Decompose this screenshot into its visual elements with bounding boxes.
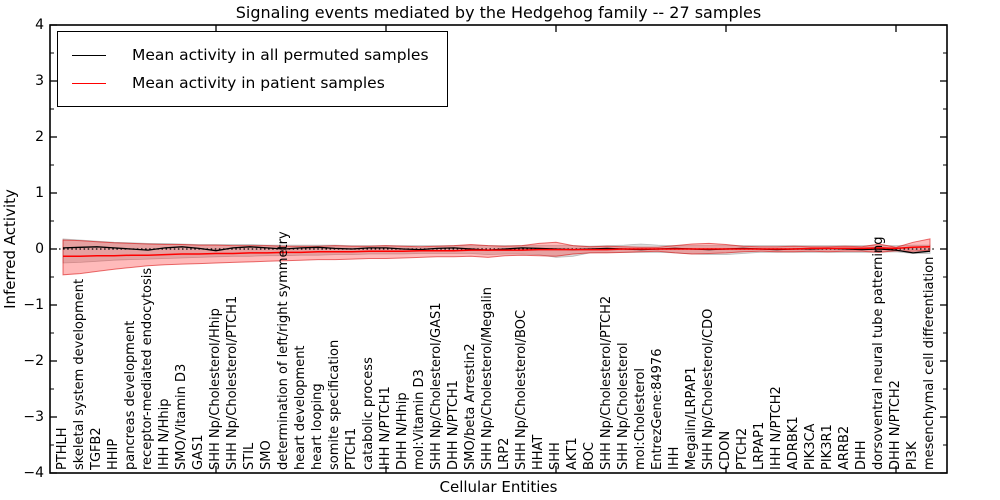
x-tick-label: SHH Np/Cholesterol/PTCH1 <box>225 295 240 470</box>
y-tick-label: 1 <box>35 185 44 201</box>
x-tick-label: mol:Cholesterol <box>633 368 648 470</box>
x-tick-label: receptor-mediated endocytosis <box>140 267 155 470</box>
x-tick-label: GAS1 <box>191 434 206 470</box>
x-tick-label: DHH N/Hhip <box>395 392 410 470</box>
legend-label-permuted: Mean activity in all permuted samples <box>132 46 429 64</box>
x-tick-label: BOC <box>582 442 597 470</box>
x-tick-label: SHH Np/Cholesterol <box>616 342 631 470</box>
x-tick-label: PTCH1 <box>344 427 359 470</box>
x-tick-label: LRPAP1 <box>752 421 767 470</box>
x-tick-label: IHH N/PTCH2 <box>769 386 784 470</box>
x-tick-label: catabolic process <box>361 357 376 470</box>
x-tick-label: SMO/beta Arrestin2 <box>463 343 478 470</box>
y-tick-label: 0 <box>35 241 44 257</box>
y-tick-label: −2 <box>23 353 44 369</box>
patient-line-sample-icon <box>72 83 106 84</box>
legend-label-patient: Mean activity in patient samples <box>132 74 385 92</box>
x-tick-label: SMO <box>259 440 274 470</box>
x-tick-label: PIK3CA <box>803 423 818 470</box>
legend <box>57 31 448 107</box>
chart-title: Signaling events mediated by the Hedgehog family -- 27 samples <box>235 3 762 22</box>
x-tick-label: IHH N/PTCH1 <box>378 386 393 470</box>
x-tick-label: Megalin/LRPAP1 <box>684 366 699 470</box>
y-tick-label: −3 <box>23 409 44 425</box>
x-tick-label: CDON <box>718 430 733 470</box>
y-axis-label: Inferred Activity <box>1 189 19 309</box>
legend-item-patient <box>72 69 429 97</box>
x-tick-label: dorsoventral neural tube patterning <box>871 236 886 470</box>
permuted-line-sample-icon <box>72 55 106 56</box>
x-tick-label: DHH N/PTCH2 <box>888 380 903 470</box>
x-tick-label: mesenchymal cell differentiation <box>922 256 937 470</box>
x-tick-label: SHH Np/Cholesterol/GAS1 <box>429 302 444 470</box>
x-tick-label: SHH Np/Cholesterol/PTCH2 <box>599 295 614 470</box>
x-tick-label: heart development <box>293 345 308 470</box>
x-tick-label: DHH <box>854 440 869 470</box>
x-tick-label: PIK3R1 <box>820 424 835 470</box>
x-tick-label: ARRB2 <box>837 425 852 470</box>
x-tick-label: SMO/Vitamin D3 <box>174 363 189 470</box>
x-tick-label: PI3K <box>905 441 920 470</box>
x-tick-label: pancreas development <box>123 320 138 470</box>
x-tick-label: heart looping <box>310 383 325 470</box>
x-tick-label: EntrezGene:84976 <box>650 348 665 470</box>
x-tick-label: ADRBK1 <box>786 416 801 470</box>
x-tick-label: LRP2 <box>497 437 512 470</box>
y-tick-label: 4 <box>35 17 44 33</box>
y-tick-label: 2 <box>35 129 44 145</box>
x-tick-label: SHH Np/Cholesterol/BOC <box>514 309 529 470</box>
x-tick-label: PTHLH <box>55 427 70 470</box>
x-tick-label: PTCH2 <box>735 427 750 470</box>
x-tick-label: somite specification <box>327 339 342 470</box>
x-tick-label: DHH N/PTCH1 <box>446 380 461 470</box>
x-tick-label: STIL <box>242 442 257 470</box>
x-tick-label: determination of left/right symmetry <box>276 231 291 470</box>
x-tick-label: IHH N/Hhip <box>157 398 172 470</box>
y-tick-label: −4 <box>23 465 44 481</box>
x-tick-label: SHH Np/Cholesterol/Megalin <box>480 287 495 470</box>
x-tick-label: IHH <box>667 446 682 470</box>
x-tick-label: AKT1 <box>565 437 580 470</box>
x-tick-label: TGFB2 <box>89 427 104 470</box>
x-tick-label: SHH <box>548 442 563 470</box>
x-tick-label: SHH Np/Cholesterol/Hhip <box>208 308 223 470</box>
x-tick-label: HHAT <box>531 434 546 470</box>
x-axis-label: Cellular Entities <box>439 478 558 496</box>
x-tick-label: mol:Vitamin D3 <box>412 369 427 470</box>
y-tick-label: −1 <box>23 297 44 313</box>
x-tick-label: skeletal system development <box>72 278 87 470</box>
y-tick-label: 3 <box>35 73 44 89</box>
legend-item-permuted <box>72 41 429 69</box>
x-tick-label: HHIP <box>106 438 121 470</box>
x-tick-label: SHH Np/Cholesterol/CDO <box>701 308 716 470</box>
